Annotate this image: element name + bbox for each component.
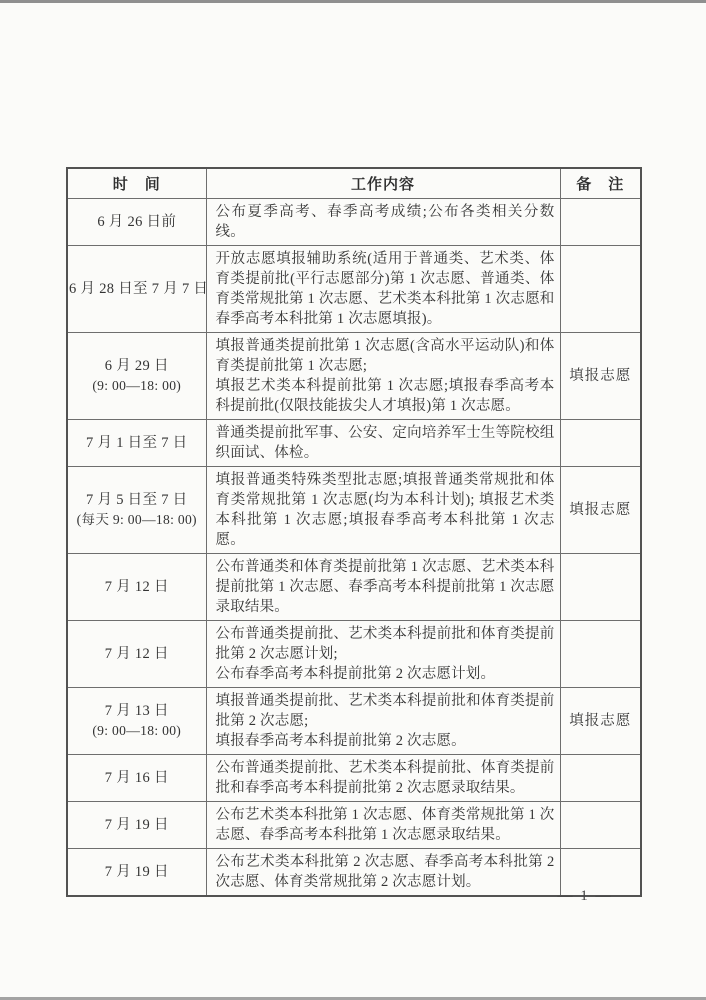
- table-body: [67, 199, 641, 897]
- content-cell: [206, 755, 560, 802]
- content-paragraph: 公布艺术类本科批第 1 次志愿、体育类常规批第 1 次志愿、春季高考本科批第 1 次志愿录取结果。: [215, 807, 555, 843]
- header-note: 备 注: [560, 168, 641, 199]
- time-text: (9: 00—18: 00): [92, 378, 182, 393]
- time-cell: [67, 688, 206, 755]
- content-paragraph: 填报艺术类本科提前批第 1 次志愿;填报春季高考本科提前批(仅限技能拔尖人才填报)第 1 次志愿。: [215, 378, 555, 414]
- note-cell: [560, 755, 641, 802]
- content-paragraph: 公布夏季高考、春季高考成绩;公布各类相关分数线。: [215, 204, 555, 240]
- time-cell: [67, 849, 206, 897]
- time-text: 7 月 1 日至 7 日: [86, 435, 188, 451]
- header-time: 时 间: [67, 168, 206, 199]
- time-text: 7 月 5 日至 7 日: [86, 492, 188, 508]
- time-text: 7 月 12 日: [104, 579, 169, 595]
- content-paragraph: 填报普通类提前批、艺术类本科提前批和体育类提前批第 2 次志愿;: [215, 693, 555, 729]
- note-cell: [560, 554, 641, 621]
- note-cell: 填报志愿: [560, 333, 641, 420]
- content-paragraph: 填报普通类提前批第 1 次志愿(含高水平运动队)和体育类提前批第 1 次志愿;: [215, 338, 555, 374]
- content-paragraph: 普通类提前批军事、公安、定向培养军士生等院校组织面试、体检。: [215, 425, 555, 461]
- content-cell: [206, 554, 560, 621]
- time-cell: [67, 755, 206, 802]
- note-cell: [560, 246, 641, 333]
- time-text: 7 月 19 日: [104, 817, 169, 833]
- page-number: — 1 —: [557, 888, 613, 904]
- content-paragraph: 公布艺术类本科批第 2 次志愿、春季高考本科批第 2 次志愿、体育类常规批第 2 次志愿计划。: [215, 854, 555, 890]
- time-cell: [67, 554, 206, 621]
- time-text: 7 月 12 日: [104, 646, 169, 662]
- content-paragraph: 开放志愿填报辅助系统(适用于普通类、艺术类、体育类提前批(平行志愿部分)第 1 次志愿、普通类、体育类常规批第 1 次志愿、艺术类本科批第 1 次志愿和春季高考本科批第 1 次志愿填报)。: [215, 251, 555, 327]
- note-cell: [560, 621, 641, 688]
- time-cell: [67, 199, 206, 246]
- time-text: 7 月 19 日: [104, 864, 169, 880]
- content-cell: [206, 333, 560, 420]
- note-cell: 填报志愿: [560, 688, 641, 755]
- content-cell: [206, 420, 560, 467]
- table-row: [67, 333, 641, 420]
- content-cell: [206, 246, 560, 333]
- content-paragraph: 填报春季高考本科提前批第 2 次志愿。: [215, 733, 466, 749]
- content-paragraph: 公布普通类提前批、艺术类本科提前批和体育类提前批第 2 次志愿计划;: [215, 626, 555, 662]
- table-row: [67, 621, 641, 688]
- header-row: [67, 168, 641, 199]
- time-text: 6 月 29 日: [104, 358, 169, 374]
- time-cell: [67, 333, 206, 420]
- table-row: [67, 688, 641, 755]
- note-cell: [560, 802, 641, 849]
- time-cell: [67, 621, 206, 688]
- content-cell: [206, 688, 560, 755]
- table-row: [67, 467, 641, 554]
- content-paragraph: 公布普通类和体育类提前批第 1 次志愿、艺术类本科提前批第 1 次志愿、春季高考本科提前批第 1 次志愿录取结果。: [215, 559, 555, 615]
- table-row: [67, 199, 641, 246]
- schedule-table: [66, 167, 642, 897]
- table-row: [67, 420, 641, 467]
- time-cell: [67, 802, 206, 849]
- table-row: [67, 246, 641, 333]
- content-paragraph: 填报普通类特殊类型批志愿;填报普通类常规批和体育类常规批第 1 次志愿(均为本科计划); 填报艺术类本科批第 1 次志愿;填报春季高考本科批第 1 次志愿。: [215, 472, 555, 548]
- content-cell: [206, 802, 560, 849]
- table-row: [67, 755, 641, 802]
- table-header: [67, 168, 641, 199]
- content-cell: [206, 467, 560, 554]
- time-cell: [67, 246, 209, 333]
- time-text: (每天 9: 00—18: 00): [76, 512, 197, 527]
- time-text: 7 月 13 日: [104, 703, 169, 719]
- scan-edge-top: [0, 0, 706, 3]
- table-row: [67, 554, 641, 621]
- time-text: 7 月 16 日: [104, 770, 169, 786]
- note-cell: [560, 199, 641, 246]
- content-cell: [206, 621, 560, 688]
- content-cell: [206, 199, 560, 246]
- time-cell: [67, 420, 206, 467]
- time-cell: [67, 467, 206, 554]
- time-text: (9: 00—18: 00): [92, 723, 182, 738]
- header-content: 工作内容: [206, 168, 560, 199]
- time-text: 6 月 28 日至 7 月 7 日: [69, 281, 209, 297]
- note-cell: 填报志愿: [560, 467, 641, 554]
- time-text: 6 月 26 日前: [97, 214, 177, 230]
- content-paragraph: 公布普通类提前批、艺术类本科提前批、体育类提前批和春季高考本科提前批第 2 次志愿录取结果。: [215, 760, 555, 796]
- note-cell: [560, 420, 641, 467]
- table-row: [67, 802, 641, 849]
- content-paragraph: 公布春季高考本科提前批第 2 次志愿计划。: [215, 666, 496, 682]
